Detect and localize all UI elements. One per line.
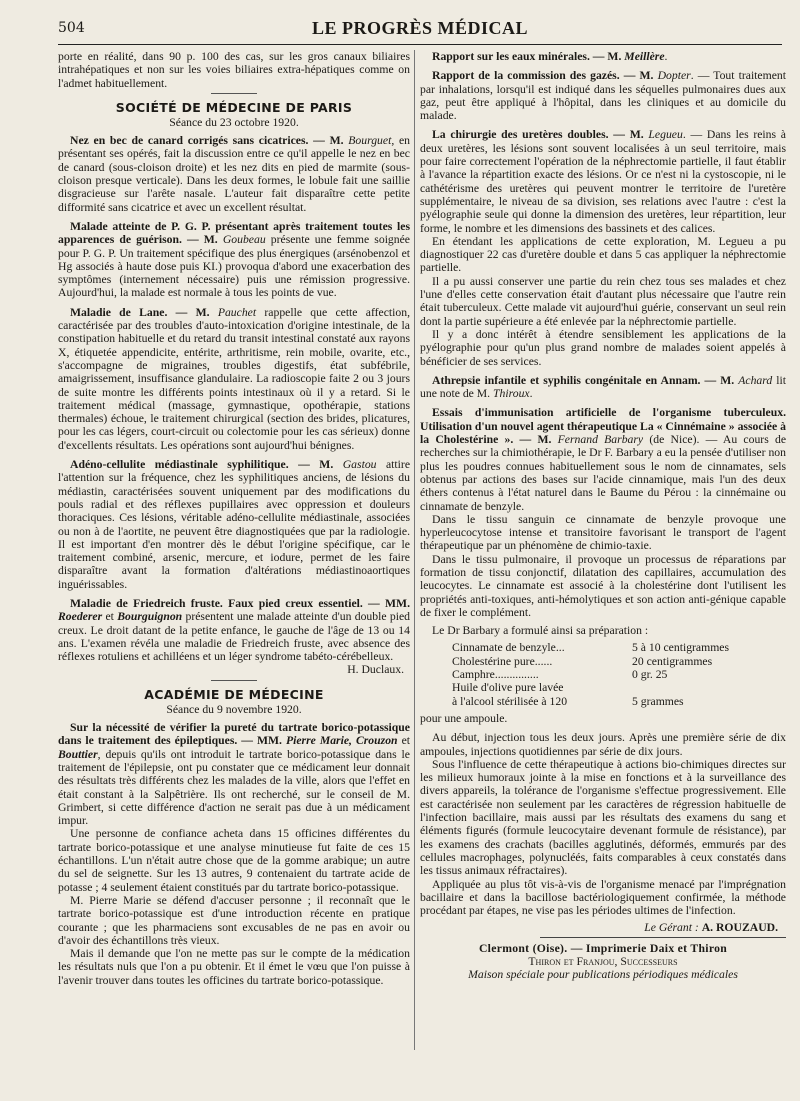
article-author-2: Bouttier — [58, 747, 98, 761]
formula-intro: Le Dr Barbary a formulé ainsi sa préparation : — [432, 624, 649, 638]
article-joiner: et — [397, 734, 410, 748]
article-author: Legueu — [648, 128, 683, 142]
formula-row — [428, 695, 786, 708]
article-text: , en présentant ses opérés, fait la discussion entre ce qu'il appelle le nez en bec de canard (sous-cloison droite) et les nez dits en pied de marmite (sous-cloison presque verticale). Dans les deux formes, le lobule fait une saillie disgracieuse sur l'arête nasale. L'auteur fait disparaître cette petite difformité sans cicatrice et avec un excellent résultat. — [58, 134, 410, 214]
paragraph: Il a pu aussi conserver une partie du rein chez tous ses malades et chez l'une d'elles cette conservation était d'autant plus nécessaire que l'autre rein était tuberculeux. Cette malade vit aujourd'hui guérie, conservant un seul rein dont la partie supérieure a été enlevée par la néphrectomie partielle. — [420, 274, 786, 328]
article-heading: Essais d'immunisation artificielle de l'organisme tuberculeux. Utilisation d'un nouvel agent thérapeutique La « Cinnémaine » associée à la Cholestérine ». — M. — [420, 406, 786, 447]
article-heading: Maladie de Friedreich fruste. Faux pied creux essentiel. — MM. — [70, 596, 410, 610]
article-author: Bourguet — [348, 134, 392, 148]
article-text: . — Dans les reins à deux uretères, les lésions sont souvent localisées à un seul territoire, mais pour faire correctement l'opération de la néphrectomie partielle, il faut établir à l'avance la répartition exacte des lésions. Or ce n'est ni la cystoscopie, ni le cathétérisme des uretères qui peuvent montrer le territoire de l'uretère supplémentaire, le niveau de sa division, ses relations avec l'autre : c'est la pyélographie seule qui donne la dimension des uretères, leur répartition, leur forme, le nombre et les dimensions des bassinets et des calices. — [420, 128, 786, 235]
article-author: Pierre Marie, Crouzon — [285, 734, 398, 748]
paragraph: Une personne de confiance acheta dans 15 officines différentes du tartrate borico-potassique et une analyse minutieuse fut faite de ces 15 échantillons. L'un n'était autre chose que de la gomme arabique; un autre du sel de seignette. Sur les 13 autres, 9 contenaient du tartrate acide de potasse ; 4 seulement étaient constitués par du tartrate borico-potassique. — [58, 827, 410, 894]
article-nez — [58, 134, 410, 214]
article-author: Pauchet — [217, 305, 257, 319]
formula-dose: 5 à 10 centigrammes — [632, 641, 730, 655]
gerant-label: Le Gérant : — [644, 921, 699, 935]
paragraph: M. Pierre Marie se défend d'accuser personne ; il reconnaît que le tartrate borico-potassique est d'une introduction récente en pratique courante ; que les pharmaciens sont excusables de ne pas en avoir ou d'avoir des échantillons très vieux. — [58, 893, 410, 947]
column-divider — [414, 50, 415, 1050]
formula-ingredient: Huile d'olive pure lavée — [452, 681, 564, 695]
article-author: Roederer — [58, 610, 103, 624]
article-text: lit une note de M. — [420, 373, 787, 401]
article-text: . — [664, 50, 668, 63]
academy-date: Séance du 9 novembre 1920. — [166, 702, 302, 716]
section-rule — [211, 680, 257, 681]
article-text: présente une femme soignée pour P. G. P. Un traitement spécifique des plus énergiques (arsénobenzol et Hg associés à haute dose puis KI.) provoqua d'abord une exacerbation des symptômes (internement nécessaire) puis une rémission progressive. Aujourd'hui, la malade est normale à tous les points de vue. — [58, 233, 410, 300]
article-heading: Malade atteinte de P. G. P. présentant après traitement toutes les apparences de guérison. — M. — [58, 219, 410, 247]
page-header — [58, 18, 782, 45]
formula-row — [428, 681, 786, 694]
paragraph: Dans le tissu sanguin ce cinnamate de benzyle provoque une hyperleucocytose intense et transitoire favorisant le transport de l'agent thérapeutique par un phénomène de chimio-taxie. — [420, 512, 786, 553]
article-author-2: Bourguignon — [117, 610, 183, 624]
article-lane — [58, 306, 410, 452]
journal-title: LE PROGRÈS MÉDICAL — [311, 18, 529, 38]
formula-dose: 20 centigrammes — [632, 654, 713, 668]
article-author-2: Thiroux — [493, 387, 530, 401]
article-text: attire l'attention sur la fréquence, chez les syphilitiques anciens, de lésions du médiastin, caractérisées souvent uniquement par des modifications du pouls radial et des réflexes pupillaires avec oppression et douleurs thoraciques. Ces lésions, véritable adéno-cellulite médiastinale, associées ou non à de l'aortite, ne peuvent être diagnostiquées que par la radiologie. Il est important d'en montrer dès le début l'origine spécifique, car le traitement combiné, arsenic, mercure, et iodure, permet de les faire disparaître avant la formation d'altérations médiastinoaortiques inguérissables. — [58, 458, 411, 591]
article-heading: Rapport de la commission des gazés. — M. — [432, 69, 654, 83]
society-title: SOCIÉTÉ DE MÉDECINE DE PARIS — [115, 99, 353, 115]
paragraph: Il y a donc intérêt à étendre sensiblement les applications de la pyélographie pour qu'un plus grand nombre de malades soient appelés à bénéficier de ses services. — [420, 327, 786, 368]
gerant-name: A. ROUZAUD. — [701, 921, 778, 935]
article-pgp — [58, 220, 410, 300]
gerant-line — [420, 921, 786, 934]
article-heading: Adéno-cellulite médiastinale syphilitique. — M. — [70, 458, 334, 472]
article-author: Goubeau — [222, 233, 266, 247]
article-ureteres — [420, 128, 786, 234]
article-essais — [420, 406, 786, 512]
footer-rule — [540, 937, 786, 938]
formula-ingredient: à l'alcool stérilisée à 120 — [452, 694, 568, 708]
article-author: Meillère — [624, 50, 665, 63]
signature: H. Duclaux. — [347, 663, 404, 677]
article-author: Fernand Barbary — [557, 433, 644, 447]
article-adeno — [58, 458, 410, 591]
society-date: Séance du 23 octobre 1920. — [169, 115, 299, 129]
article-text: (de Nice). — Au cours de recherches sur la chimiothérapie, le Dr F. Barbary a eu la pensée d'utiliser non plus les poudres connues habituellement sous le nom de cinnamates, sels obtenus par actions des bases sur l'acide cinnamique, mais l'un des deux éthers contenus à l'état naturel dans le Baume du Pérou : la cinnémaine ou cinnamate de benzyle. — [420, 433, 787, 513]
formula-dose — [632, 681, 786, 694]
article-author: Dopter — [657, 69, 691, 83]
imprint-printer: Clermont (Oise). — Imprimerie Daix et Thiron — [478, 941, 728, 955]
article-athrepsie — [420, 374, 786, 401]
paragraph: Dans le tissu pulmonaire, il provoque un processus de réparations par formation de tissu conjonctif, dilatation des capillaires, accumulation des leucocytes. Le cinnamate est associé à la cholestérine dont l'utilisent les propriétés anti-toxiques, anti-hémolytiques et son action anti-génique capable de fixer le complément. — [420, 552, 786, 619]
article-heading: Nez en bec de canard corrigés sans cicatrices. — M. — [70, 134, 344, 148]
article-heading: Sur la nécessité de vérifier la pureté du tartrate borico-potassique dans le traitement des épileptiques. — MM. — [58, 721, 410, 748]
article-tartrate — [58, 721, 410, 827]
formula-row — [428, 641, 786, 654]
paragraph: Appliquée au plus tôt vis-à-vis de l'organisme menacé par l'imprégnation bacillaire et dans la bacillose bactériologiquement confirmée, la méthode procédant par étapes, ne vise pas les périodes ultimes de l'infection. — [420, 877, 786, 918]
paragraph: Mais il demande que l'on ne mette pas sur le compte de la médication les résultats nuls que l'on a pu obtenir. Et il émet le vœu que l'on puisse à l'avenir trouver dans toutes les officines du tartrate borico-potassique. — [58, 947, 410, 987]
right-column — [420, 50, 786, 982]
paragraph: Sous l'influence de cette thérapeutique à actions bio-chimiques directes sur les milieux humoraux jointe à la mise en fonctions et à la surveillance des divers appareils, la tolérance de l'organisme s'effectue progressivement. Elle est caractérisée non seulement par les caractères de régression habituelle de l'infection bacillaire, mais aussi par les résultats des examens du sang et éléments figurés (formule leucocytaire devenant formule de résistance), par les examens des crachats (bacilles agglutinés, déformés, emmurés par des cellules macrophages, polynucléés, faits comparables à ceux constatés dans les tissus animaux réfractaires). — [420, 757, 786, 878]
article-heading: Athrepsie infantile et syphilis congénitale en Annam. — M. — [432, 373, 735, 387]
formula-table — [428, 641, 786, 707]
paragraph: Au début, injection tous les deux jours. Après une première série de dix ampoules, injections quotidiennes par série de dix jours. — [420, 731, 786, 758]
academy-title: ACADÉMIE DE MÉDECINE — [144, 686, 324, 702]
article-text: rappelle que cette affection, caractérisée par des troubles d'auto-intoxication d'origine intestinale, de la constipation habituelle et du retard du transit intestinal constaté aux rayons X, étiquetée appendicite, entérite, arthritisme, rein mobile, ovarite, etc., s'accompagne de migraines, troubles digestifs, état subfébrile, amaigrissement, insuffisance glandulaire. La radioscopie faite 2 ou 3 jours de suite montre les différents points intestinaux où il y a retard. Si le traitement médical (massage, gymnastique, opothérapie, stations thermales) échoue, le traitement chirurgical (section des brides, plicatures, pour les cas légers, court-circuit ou colectomie pour les cas sérieux) donne d'excellents résultats. Les opérations sont aujourd'hui bénignes. — [58, 305, 411, 452]
intro-paragraph: porte en réalité, dans 90 p. 100 des cas, sur les gros canaux biliaires intrahépatiques et non sur les voies biliaires extra-hépatiques comme on l'admet habituellement. — [58, 50, 410, 90]
article-text: présentent une malade atteinte d'un double pied creux. Le droit datant de la petite enfance, le gauche de l'âge de 13 ou 14 ans. L'examen révéla une maladie de Friedreich fruste, avec absence des réflexes rotuliens et achilléens et un léger syndrome tabéto-cérébelleux. — [58, 610, 410, 664]
formula-ingredient: Camphre............... — [452, 668, 539, 682]
article-text: . — Tout traitement par inhalations, lorsqu'il est indiqué dans les séquelles pulmonaires dues aux gaz, peut être appliqué à l'hôpital, dans les cliniques et au domicile du malade. — [420, 69, 786, 123]
formula-outro: pour une ampoule. — [420, 711, 508, 725]
article-heading: Rapport sur les eaux minérales. — M. — [432, 50, 622, 63]
formula-ingredient: Cholestérine pure...... — [452, 654, 553, 668]
formula-row — [428, 655, 786, 668]
article-text: , depuis qu'ils ont introduit le tartrate borico-potassique dans le traitement de l'épilepsie, ont pu constater que ce médicament leur donnait des résultats très différents chez les malades de la ville, alors que l'effet en était constant à la Salpêtrière. Ils ont recherché, sur le conseil de M. Grimbert, si cette différence d'action ne serait pas due à un médicament impur. — [58, 747, 410, 828]
imprint-successors: Thiron et Franjou, Successeurs — [528, 955, 678, 968]
article-gazes — [420, 69, 786, 122]
article-joiner: et — [102, 610, 118, 624]
article-tail: . — [529, 387, 533, 401]
formula-dose: 0 gr. 25 — [632, 668, 668, 682]
formula-row — [428, 668, 786, 681]
article-friedreich — [58, 597, 410, 663]
formula-ingredient: Cinnamate de benzyle... — [452, 641, 565, 655]
article-author: Achard — [738, 373, 773, 387]
article-heading: La chirurgie des uretères doubles. — M. — [432, 128, 644, 142]
left-column — [58, 50, 410, 987]
page-number: 504 — [58, 20, 85, 36]
section-rule — [211, 93, 257, 94]
imprint-specialty: Maison spéciale pour publications périodiques médicales — [468, 968, 738, 982]
formula-dose: 5 grammes — [632, 694, 684, 708]
article-eaux — [420, 50, 786, 63]
article-author: Gastou — [342, 458, 377, 472]
article-heading: Maladie de Lane. — M. — [70, 305, 210, 319]
paragraph: En étendant les applications de cette exploration, M. Legueu a pu diagnostiquer 22 cas d'uretère double et dans 5 cas appliquer la néphrectomie partielle. — [420, 234, 786, 275]
